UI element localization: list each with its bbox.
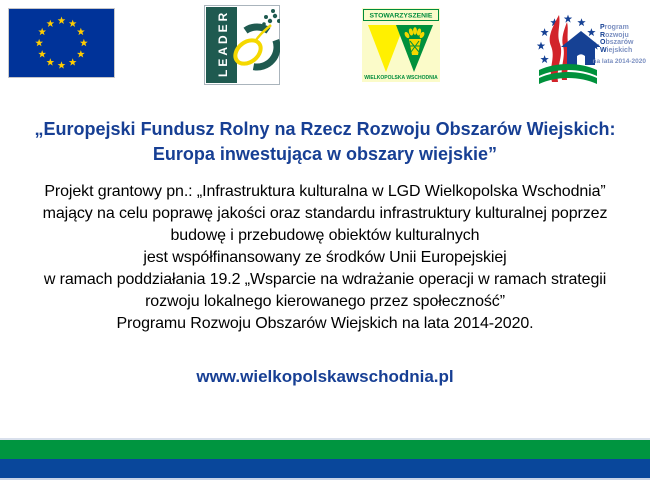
prow-word: Wiejskich	[600, 46, 633, 54]
footer-blue-bar	[0, 459, 650, 478]
prow-logo-title	[600, 24, 648, 54]
leader-logo	[204, 5, 280, 85]
project-description-line: Projekt grantowy pn.: „Infrastruktura kulturalna w LGD Wielkopolska Wschodnia”	[44, 183, 606, 200]
footer-green-bar	[0, 440, 650, 459]
prow-logo	[536, 10, 648, 88]
project-description	[0, 181, 650, 335]
project-description-line: Programu Rozwoju Obszarów Wiejskich na lata 2014-2020.	[116, 315, 534, 332]
prow-logo-tagline: na lata 2014-2020	[592, 58, 646, 65]
stowarzyszenie-logo-top-label: STOWARZYSZENIE	[369, 12, 433, 20]
funding-heading-line2: Europa inwestująca w obszary wiejskie”	[152, 144, 498, 164]
prow-word: Program	[600, 24, 629, 31]
funding-heading-line1: „Europejski Fundusz Rolny na Rzecz Rozwoju Obszarów Wiejskich:	[34, 119, 616, 139]
project-description-line: jest współfinansowany ze środków Unii Europejskiej	[143, 249, 507, 266]
leader-logo-label: LEADER	[216, 9, 230, 77]
stowarzyszenie-logo	[362, 8, 440, 82]
website-link[interactable]: www.wielkopolskawschodnia.pl	[196, 367, 454, 386]
project-description-line: mający na celu poprawę jakości oraz standardu infrastruktury kulturalnej poprzez	[42, 205, 608, 222]
project-description-line: rozwoju lokalnego kierowanego przez społeczność”	[145, 293, 505, 310]
funding-heading	[0, 117, 650, 167]
prow-logo-graphic	[536, 10, 600, 88]
project-description-line: w ramach poddziałania 19.2 „Wsparcie na wdrażanie operacji w ramach strategii	[43, 271, 607, 288]
prow-word: Obszarów	[600, 39, 634, 47]
eu-flag-logo	[8, 8, 115, 78]
prow-logo-field	[539, 64, 597, 84]
prow-word: Rozwoju	[600, 31, 629, 39]
stowarzyszenie-logo-bottom-label: WIELKOPOLSKA WSCHODNIA	[364, 75, 438, 81]
project-description-line: budowę i przebudowę obiektów kulturalnych	[170, 227, 480, 244]
